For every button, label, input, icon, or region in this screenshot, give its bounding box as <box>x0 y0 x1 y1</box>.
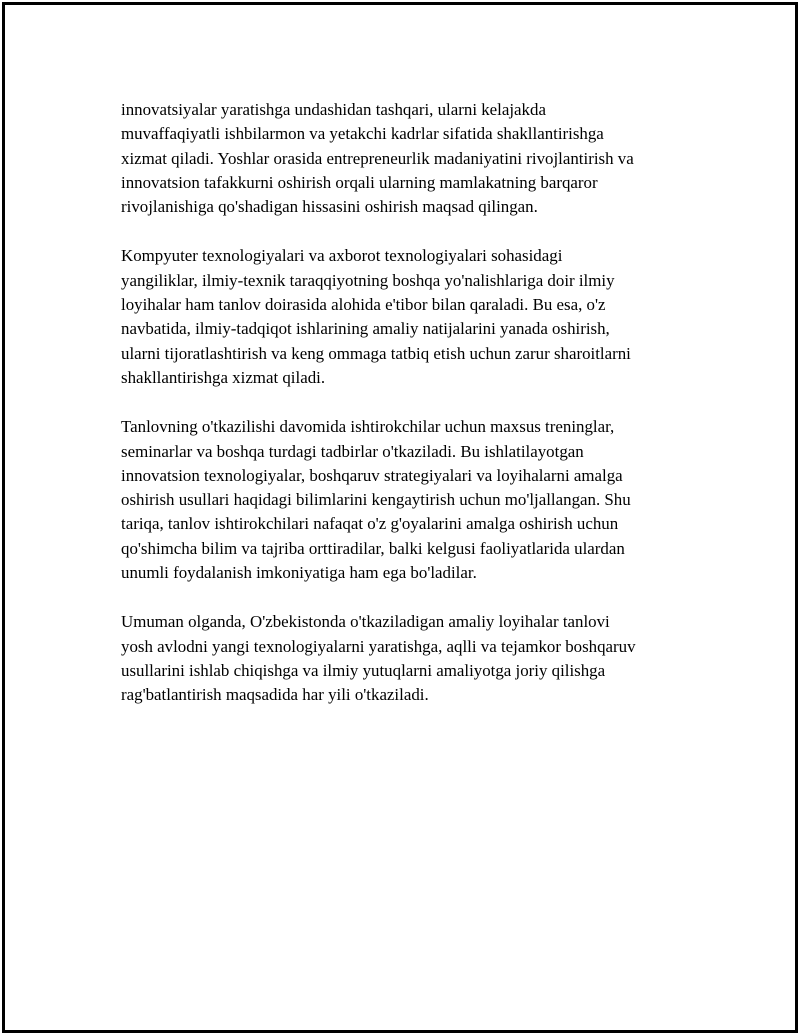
text-line: innovatsion texnologiyalar, boshqaruv strategiyalari va loyihalarni amalga <box>121 465 623 485</box>
text-line: rivojlanishiga qo'shadigan hissasini oshirish maqsad qilingan. <box>121 197 538 217</box>
text-line: muvaffaqiyatli ishbilarmon va yetakchi kadrlar sifatida shakllantirishga <box>121 124 604 144</box>
page-frame <box>2 2 798 1033</box>
text-line: rag'batlantirish maqsadida har yili o'tkaziladi. <box>121 685 429 705</box>
text-line: shakllantirishga xizmat qiladi. <box>121 367 326 387</box>
text-line: oshirish usullari haqidagi bilimlarini kengaytirish uchun mo'ljallangan. Shu <box>121 490 631 510</box>
text-line: innovatsiyalar yaratishga undashidan tashqari, ularni kelajakda <box>121 100 546 119</box>
text-line: qo'shimcha bilim va tajriba orttiradilar, balki kelgusi faoliyatlarida ulardan <box>121 538 625 558</box>
text-line: loyihalar ham tanlov doirasida alohida e'tibor bilan qaraladi. Bu esa, o'z <box>121 295 606 315</box>
text-line: tariqa, tanlov ishtirokchilari nafaqat o'z g'oyalarini amalga oshirish uchun <box>121 514 619 534</box>
text-line: usullarini ishlab chiqishga va ilmiy yutuqlarni amaliyotga joriy qilishga <box>121 660 606 680</box>
text-line: yosh avlodni yangi texnologiyalarni yaratishga, aqlli va tejamkor boshqaruv <box>121 636 636 656</box>
paragraph-1 <box>121 98 701 219</box>
text-line: unumli foydalanish imkoniyatiga ham ega bo'ladilar. <box>121 563 477 583</box>
text-line: ularni tijoratlashtirish va keng ommaga tatbiq etish uchun zarur sharoitlarni <box>121 343 631 363</box>
text-line: Tanlovning o'tkazilishi davomida ishtirokchilar uchun maxsus treninglar, <box>121 417 615 437</box>
paragraph-3 <box>121 415 701 585</box>
document-body <box>121 98 701 733</box>
paragraph-4 <box>121 610 701 707</box>
paragraph-2 <box>121 244 701 390</box>
text-line: seminarlar va boshqa turdagi tadbirlar o'tkaziladi. Bu ishlatilayotgan <box>121 441 584 461</box>
text-line: xizmat qiladi. Yoshlar orasida entrepreneurlik madaniyatini rivojlantirish va <box>121 148 634 168</box>
text-line: Kompyuter texnologiyalari va axborot texnologiyalari sohasidagi <box>121 246 563 266</box>
text-line: yangiliklar, ilmiy-texnik taraqqiyotning boshqa yo'nalishlariga doir ilmiy <box>121 270 615 290</box>
text-line: navbatida, ilmiy-tadqiqot ishlarining amaliy natijalarini yanada oshirish, <box>121 319 610 339</box>
text-line: Umuman olganda, O'zbekistonda o'tkaziladigan amaliy loyihalar tanlovi <box>121 612 610 632</box>
text-line: innovatsion tafakkurni oshirish orqali ularning mamlakatning barqaror <box>121 172 598 192</box>
